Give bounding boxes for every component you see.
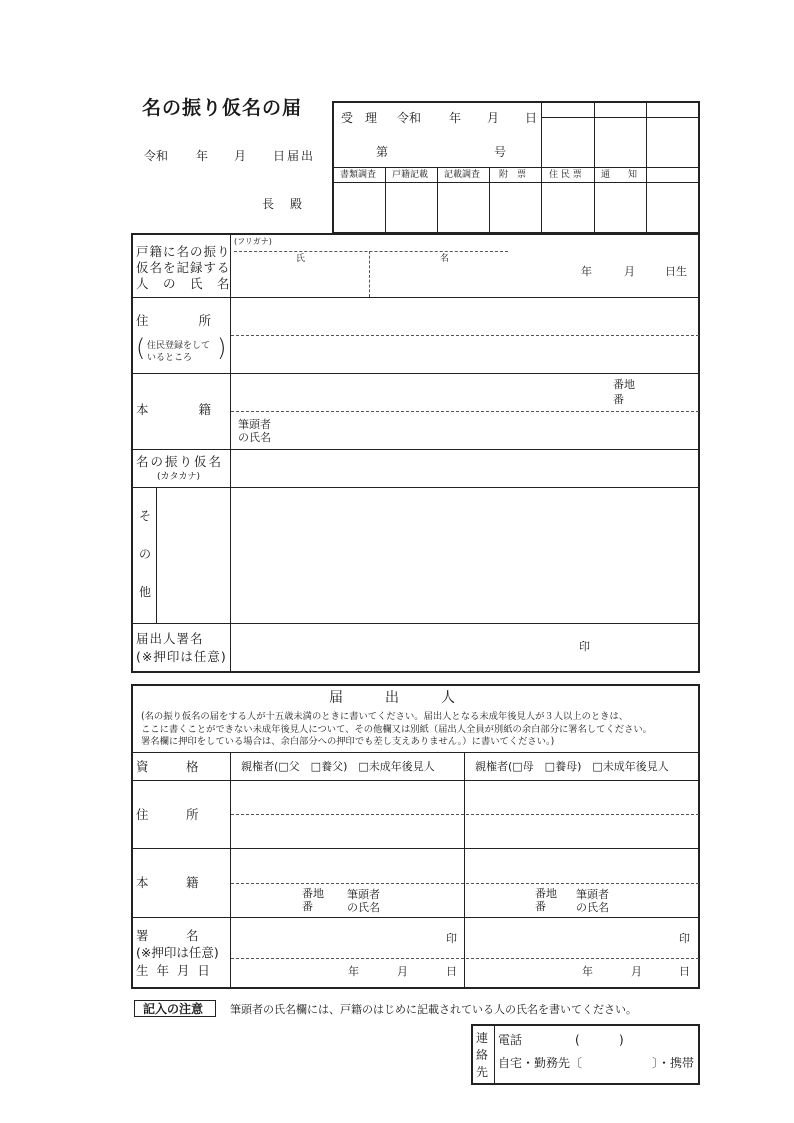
right-ban: 番 (535, 900, 546, 913)
receipt-number-prefix: 第 (376, 145, 389, 159)
right-birth-year: 年 (582, 965, 593, 978)
name-kana-label: 名の振り仮名 (136, 454, 224, 469)
other-label-1: そ (139, 509, 152, 523)
person-birth-day: 日生 (665, 265, 687, 278)
person-birth-month: 月 (624, 265, 635, 278)
qualification-label: 資 格 (136, 759, 199, 774)
left-head-name-label: 筆頭者 の氏名 (347, 888, 380, 914)
furigana-label: (フリガナ) (234, 237, 272, 246)
notifier-birth-label: 生 年 月 日 (136, 963, 212, 978)
honseki-label: 本 籍 (136, 402, 212, 417)
office-col-attached: 附 票 (499, 170, 527, 180)
right-head-name-label: 筆頭者 の氏名 (576, 888, 609, 914)
surname-label: 氏 (296, 254, 306, 264)
notifier-signature-label: 署 名 (※押印は任意) (136, 928, 219, 960)
other-label-2: の (139, 547, 152, 561)
office-col-documents: 書類調査 (340, 170, 377, 180)
phone-paren-close: ) (619, 1033, 624, 1047)
receipt-era: 令和 (397, 111, 422, 125)
phone-paren-open: ( (575, 1033, 580, 1047)
caution-label: 記入の注意 (143, 1002, 204, 1016)
date-year: 年 (196, 149, 209, 163)
office-col-resident: 住 民 票 (549, 170, 582, 180)
caution-text: 筆頭者の氏名欄には、戸籍のはじめに記載されている人の氏名を書いてください。 (230, 1003, 637, 1016)
receipt-number-suffix: 号 (494, 145, 507, 159)
left-birth-day: 日 (446, 965, 457, 978)
contact-label: 連 絡 先 (476, 1031, 489, 1079)
date-month: 月 (234, 149, 247, 163)
form-title: 名の振り仮名の届 (142, 97, 303, 119)
left-birth-year: 年 (348, 965, 359, 978)
notifier-address-label: 住 所 (136, 807, 199, 822)
honseki-head-name-label: 筆頭者 の氏名 (238, 418, 271, 444)
left-ban: 番 (302, 900, 313, 913)
other-label-3: 他 (139, 585, 152, 599)
signature-label: 届出人署名 (※押印は任意) (136, 631, 227, 664)
right-birth-month: 月 (631, 965, 642, 978)
right-signature-seal: 印 (679, 932, 690, 945)
given-name-label: 名 (440, 254, 450, 264)
office-col-notice: 通 知 (601, 170, 638, 180)
signature-seal: 印 (579, 640, 590, 653)
right-banchi: 番地 (535, 887, 557, 900)
name-kana-note: (カタカナ) (157, 472, 201, 482)
person-birth-year: 年 (581, 265, 592, 278)
receipt-day: 日 (525, 111, 538, 125)
receipt-year: 年 (449, 111, 462, 125)
qualification-options-left: 親権者(□父 □養父) □未成年後見人 (241, 760, 435, 773)
honseki-banchi: 番地 (613, 378, 635, 391)
receipt-month: 月 (487, 111, 500, 125)
home-work-label: 自宅・勤務先〔 (498, 1056, 583, 1070)
office-col-family-register: 戸籍記載 (392, 170, 429, 180)
right-birth-day: 日 (679, 965, 690, 978)
addressee: 長 殿 (262, 197, 305, 211)
notifier-honseki-label: 本 籍 (136, 875, 199, 890)
left-banchi: 番地 (302, 887, 324, 900)
address-note: 住民登録をして いるところ (147, 341, 211, 363)
person-name-label: 戸籍に名の振り 仮名を記録する 人 の 氏 名 (136, 244, 231, 291)
notifier-title: 届 出 人 (329, 690, 455, 706)
left-signature-seal: 印 (446, 932, 457, 945)
honseki-ban: 番 (613, 393, 624, 406)
address-label: 住 所 (136, 313, 212, 328)
main-section (131, 233, 700, 673)
qualification-options-right: 親権者(□母 □養母) □未成年後見人 (475, 760, 669, 773)
mobile-label: 〕・携帯 (652, 1056, 695, 1070)
notifier-note: (名の振り仮名の届をする人が十五歳未満のときに書いてください。届出人となる未成年後見人が３人以上のときは、 ここに書くことができない未成年後見人について、その他欄又は別紙（届出人全員が別紙の余白部分に署名してください。 署名欄に押印をしている場合は、余白部分への押印でも差し支えありません。）に書いてください。) (141, 711, 652, 747)
office-col-entry-check: 記載調査 (444, 170, 481, 180)
date-day-filed: 日届出 (273, 149, 316, 163)
date-era: 令和 (144, 149, 169, 163)
receipt-label: 受 理 (341, 111, 378, 125)
left-birth-month: 月 (397, 965, 408, 978)
phone-label: 電話 (498, 1033, 523, 1047)
